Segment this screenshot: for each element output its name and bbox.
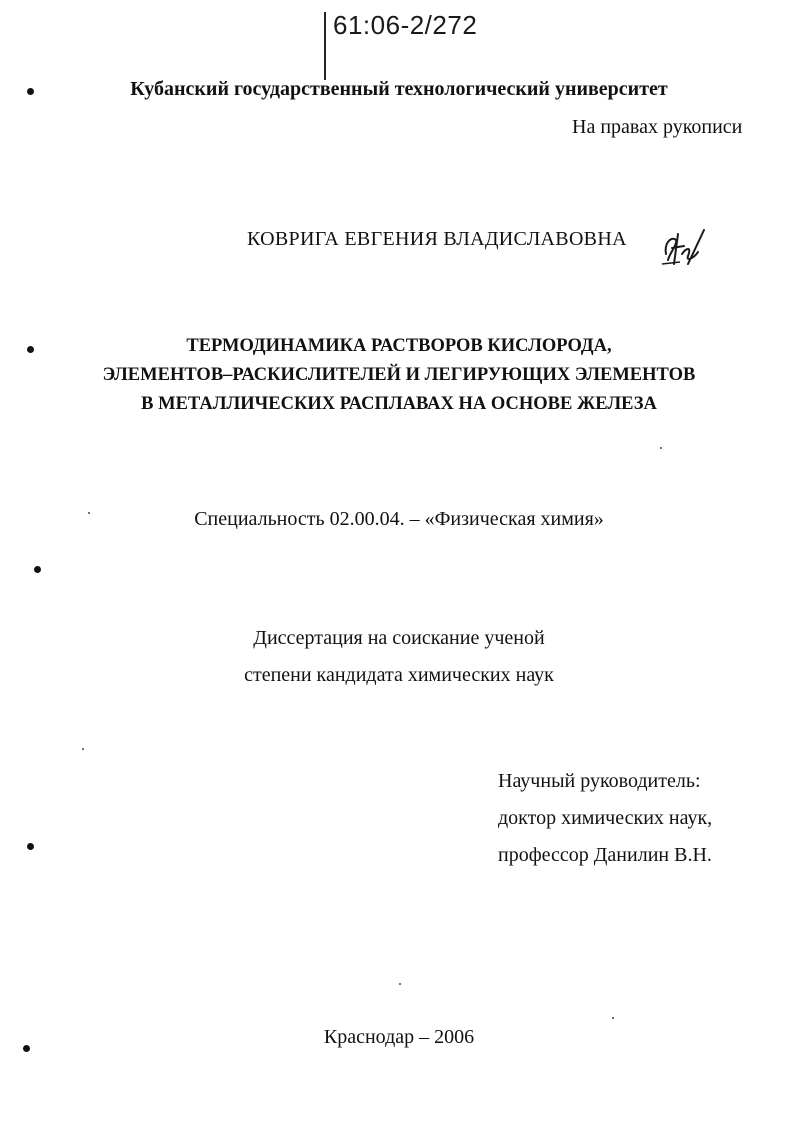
specialty: Специальность 02.00.04. – «Физическая химия» <box>194 508 604 530</box>
advisor-line: профессор Данилин В.Н. <box>498 844 712 866</box>
scan-speck <box>82 748 84 750</box>
degree-statement <box>0 620 798 694</box>
advisor-line: доктор химических наук, <box>498 807 713 829</box>
archive-code: 61:06-2/272 <box>333 10 478 40</box>
binder-hole <box>27 88 34 95</box>
city-year: Краснодар – 2006 <box>323 1026 475 1048</box>
author-name: КОВРИГА ЕВГЕНИЯ ВЛАДИСЛАВОВНА <box>247 228 627 250</box>
university-name: Кубанский государственный технологический университет <box>130 78 668 100</box>
dissertation-title <box>0 332 798 419</box>
degree-line: Диссертация на соискание ученой <box>253 627 545 649</box>
scientific-advisor <box>498 763 712 874</box>
binder-hole <box>23 1045 30 1052</box>
scan-speck <box>660 447 662 449</box>
scan-speck <box>612 1017 614 1019</box>
scan-speck <box>399 983 401 985</box>
title-line: ТЕРМОДИНАМИКА РАСТВОРОВ КИСЛОРОДА, <box>186 336 612 356</box>
rights-note: На правах рукописи <box>572 116 743 138</box>
advisor-line: Научный руководитель: <box>498 770 701 792</box>
signature-mark <box>658 224 706 270</box>
degree-line: степени кандидата химических наук <box>244 664 554 686</box>
scan-speck <box>88 512 90 514</box>
binder-hole <box>34 566 41 573</box>
archive-stamp-bar <box>324 12 326 80</box>
binder-hole <box>27 843 34 850</box>
binder-hole <box>27 346 34 353</box>
title-line: В МЕТАЛЛИЧЕСКИХ РАСПЛАВАХ НА ОСНОВЕ ЖЕЛЕЗА <box>141 394 657 414</box>
title-line: ЭЛЕМЕНТОВ–РАСКИСЛИТЕЛЕЙ И ЛЕГИРУЮЩИХ ЭЛЕМЕНТОВ <box>102 365 696 385</box>
